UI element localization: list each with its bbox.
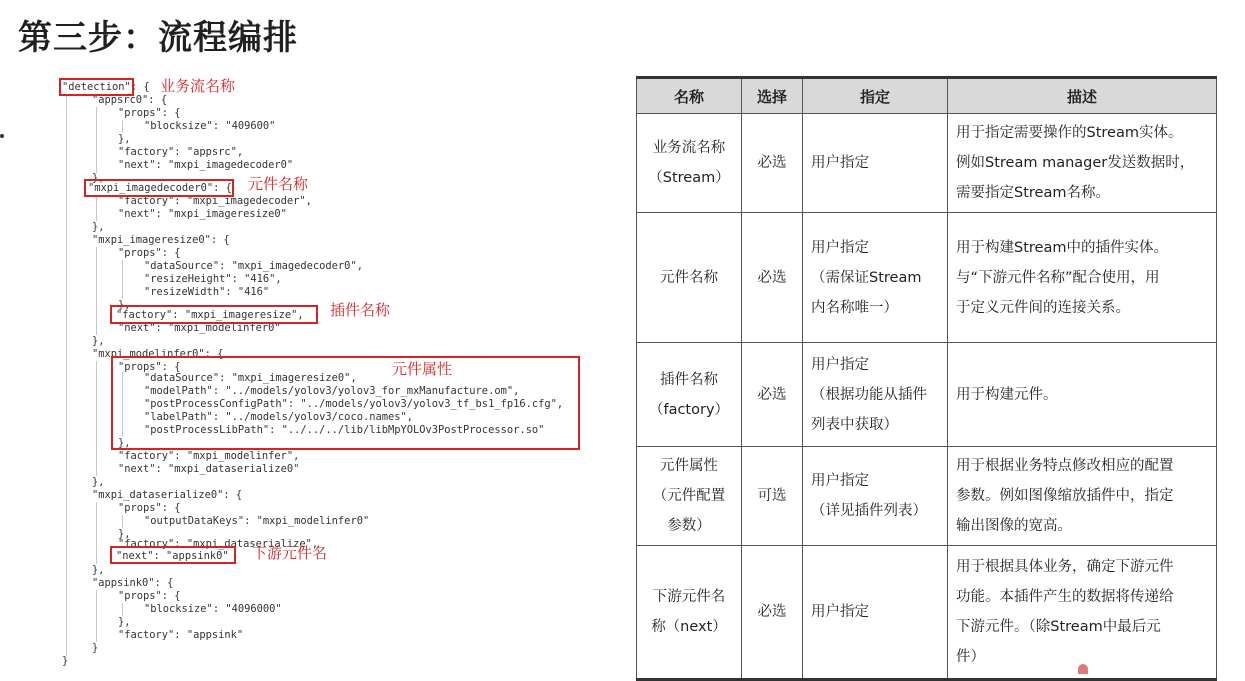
cell-assign-line: 用户指定 — [811, 473, 869, 489]
highlight-factory — [110, 305, 318, 324]
indent-guide — [122, 603, 123, 616]
code-line: "props": { — [118, 107, 181, 119]
cell-description — [948, 114, 1217, 213]
code-line: "outputDataKeys": "mxpi_modelinfer0" — [144, 515, 370, 527]
cell-select: 可选 — [742, 447, 803, 546]
cell-assign-line: （根据功能从插件 — [811, 386, 927, 403]
cell-select: 必选 — [742, 114, 803, 213]
indent-guide — [122, 120, 123, 133]
cell-name — [637, 114, 742, 213]
indent-guide — [96, 502, 97, 564]
cell-name-line: （factory） — [648, 401, 730, 418]
table-row — [637, 546, 1217, 680]
cell-assign-line: （详见插件列表） — [811, 503, 927, 519]
code-line: "next": "mxpi_imagedecoder0" — [118, 159, 294, 171]
code-line: "factory": "appsink" — [118, 629, 244, 641]
cell-assign-line: （需保证Stream — [811, 269, 922, 286]
cell-description — [948, 213, 1217, 343]
code-line: }, — [118, 616, 131, 628]
table-header-row — [637, 78, 1217, 114]
code-line: "postProcessConfigPath": "../models/yolov3/yolov3_tf_bs1_fp16.cfg", — [144, 398, 564, 410]
code-line: "dataSource": "mxpi_imageresize0", — [144, 372, 357, 384]
code-line: }, — [118, 437, 131, 449]
code-panel — [0, 0, 620, 675]
code-line: }, — [92, 335, 105, 347]
corner-logo-mark — [1078, 664, 1088, 674]
cell-description-line: 参数。例如图像缩放插件中，指定 — [956, 488, 1174, 504]
code-line: "factory": "mxpi_modelinfer", — [118, 450, 300, 462]
indent-guide — [96, 247, 97, 335]
indent-guide — [122, 515, 123, 528]
cell-assign-line: 用户指定 — [811, 155, 869, 171]
slide-title: 第三步：流程编排 — [18, 18, 298, 58]
cell-description-line: 于定义元件间的连接关系。 — [956, 299, 1130, 316]
header-select: 选择 — [742, 78, 803, 114]
indent-guide — [122, 260, 123, 299]
code-line: "factory": "appsrc", — [118, 146, 244, 158]
code-line: } — [92, 642, 99, 654]
cell-name-line: 元件名称 — [660, 269, 718, 286]
cell-name-line: 下游元件名 — [652, 589, 726, 605]
cell-name — [637, 447, 742, 546]
cell-name-line: 参数） — [667, 518, 711, 534]
cell-assign-line: 内名称唯一） — [811, 299, 898, 316]
code-line: }, — [92, 172, 105, 184]
indent-guide — [96, 590, 97, 642]
table-row — [637, 114, 1217, 213]
code-line: "props": { — [118, 361, 181, 373]
code-line: "next": "mxpi_modelinfer0" — [118, 322, 281, 334]
code-line: } — [62, 655, 69, 667]
cell-description-line: 例如Stream manager发送数据时， — [956, 155, 1195, 171]
cell-description-line: 用于根据具体业务，确定下游元件 — [956, 559, 1174, 575]
code-line: "appsrc0": { — [92, 94, 168, 106]
cell-name-line: 业务流名称 — [652, 140, 726, 156]
code-line: "resizeWidth": "416" — [144, 286, 270, 298]
annotation-stream-name: 业务流名称 — [160, 77, 236, 95]
cell-description — [948, 546, 1217, 680]
annotation-element-props: 元件属性 — [392, 360, 453, 378]
code-line: "modelPath": "../models/yolov3/yolov3_for_mxManufacture.om", — [144, 385, 520, 397]
code-line: "factory": "mxpi_dataserialize", — [118, 538, 319, 550]
cell-assign — [803, 114, 948, 213]
code-line: "props": { — [118, 247, 181, 259]
indent-guide — [96, 195, 97, 221]
cell-assign-line: 用户指定 — [811, 356, 869, 373]
cell-description — [948, 447, 1217, 546]
code-line: "dataSource": "mxpi_imagedecoder0", — [144, 260, 363, 272]
cell-description — [948, 343, 1217, 447]
cell-assign-line: 用户指定 — [811, 239, 869, 256]
code-line: "factory": "mxpi_imageresize", — [116, 309, 304, 321]
highlight-element-name — [84, 179, 234, 197]
parameters-table — [636, 76, 1217, 681]
indent-guide — [96, 107, 97, 173]
cell-assign — [803, 343, 948, 447]
code-line: "next": "mxpi_imageresize0" — [118, 208, 287, 220]
cell-description-line: 功能。本插件产生的数据将传递给 — [956, 589, 1174, 605]
code-line: "mxpi_imagedecoder0": { — [88, 182, 232, 194]
cell-description-line: 用于构建元件。 — [956, 386, 1058, 403]
cell-select: 必选 — [742, 546, 803, 680]
highlight-next — [110, 546, 236, 564]
cell-name-line: 称（next） — [651, 619, 727, 635]
highlight-stream-name — [59, 78, 134, 96]
code-line: "next": "appsink0" — [116, 550, 229, 562]
code-line: "detection": { — [62, 81, 150, 93]
cell-name — [637, 546, 742, 680]
annotation-downstream-name: 下游元件名 — [252, 544, 328, 562]
annotation-element-name: 元件名称 — [248, 175, 309, 193]
code-line: "mxpi_dataserialize0": { — [92, 489, 243, 501]
cell-name-line: 插件名称 — [660, 371, 718, 388]
header-description: 描述 — [948, 78, 1217, 114]
cell-assign-line: 用户指定 — [811, 604, 869, 620]
code-line: }, — [92, 564, 105, 576]
code-line: "blocksize": "409600" — [144, 120, 276, 132]
code-line: "factory": "mxpi_imagedecoder", — [118, 195, 312, 207]
code-line: "labelPath": "../models/yolov3/coco.names", — [144, 411, 413, 423]
cell-name-line: 元件属性 — [660, 458, 718, 474]
code-line: "blocksize": "4096000" — [144, 603, 282, 615]
code-line: "next": "mxpi_dataserialize0" — [118, 463, 300, 475]
cell-description-line: 用于根据业务特点修改相应的配置 — [956, 458, 1174, 474]
code-line: "props": { — [118, 502, 181, 514]
code-line: "props": { — [118, 590, 181, 602]
cell-select: 必选 — [742, 343, 803, 447]
code-line: }, — [118, 133, 131, 145]
cell-assign — [803, 213, 948, 343]
cell-name — [637, 343, 742, 447]
cell-select: 必选 — [742, 213, 803, 343]
highlight-props — [111, 356, 580, 450]
code-line: "mxpi_modelinfer0": { — [92, 348, 224, 360]
table-row — [637, 447, 1217, 546]
indent-guide — [66, 94, 67, 656]
header-name: 名称 — [637, 78, 742, 114]
code-line: }, — [92, 476, 105, 488]
cell-description-line: 用于指定需要操作的Stream实体。 — [956, 125, 1183, 141]
cell-description-line: 需要指定Stream名称。 — [956, 185, 1110, 201]
cell-description-line: 与“下游元件名称”配合使用，用 — [956, 269, 1160, 286]
cell-description-line: 下游元件。（除Stream中最后元 — [956, 619, 1161, 635]
indent-guide — [96, 361, 97, 476]
cell-assign — [803, 447, 948, 546]
code-line: "appsink0": { — [92, 577, 174, 589]
table-row — [637, 213, 1217, 343]
code-line: "mxpi_imageresize0": { — [92, 234, 230, 246]
code-line: "resizeHeight": "416", — [144, 273, 282, 285]
cell-assign-line: 列表中获取） — [811, 416, 898, 433]
cell-assign — [803, 546, 948, 680]
cell-name-line: （元件配置 — [652, 488, 726, 504]
header-assign: 指定 — [803, 78, 948, 114]
cell-description-line: 用于构建Stream中的插件实体。 — [956, 239, 1168, 256]
code-line: }, — [92, 221, 105, 233]
cell-description-line: 输出图像的宽高。 — [956, 518, 1072, 534]
cell-name-line: （Stream） — [648, 170, 730, 186]
code-line: "postProcessLibPath": "../../../lib/libMpYOLOv3PostProcessor.so" — [144, 424, 545, 436]
table-body — [637, 114, 1217, 680]
table-row — [637, 343, 1217, 447]
code-line: }, — [118, 528, 131, 540]
cell-name — [637, 213, 742, 343]
annotation-plugin-name: 插件名称 — [330, 301, 391, 319]
code-line: }, — [118, 299, 131, 311]
cell-description-line: 件） — [956, 649, 985, 665]
